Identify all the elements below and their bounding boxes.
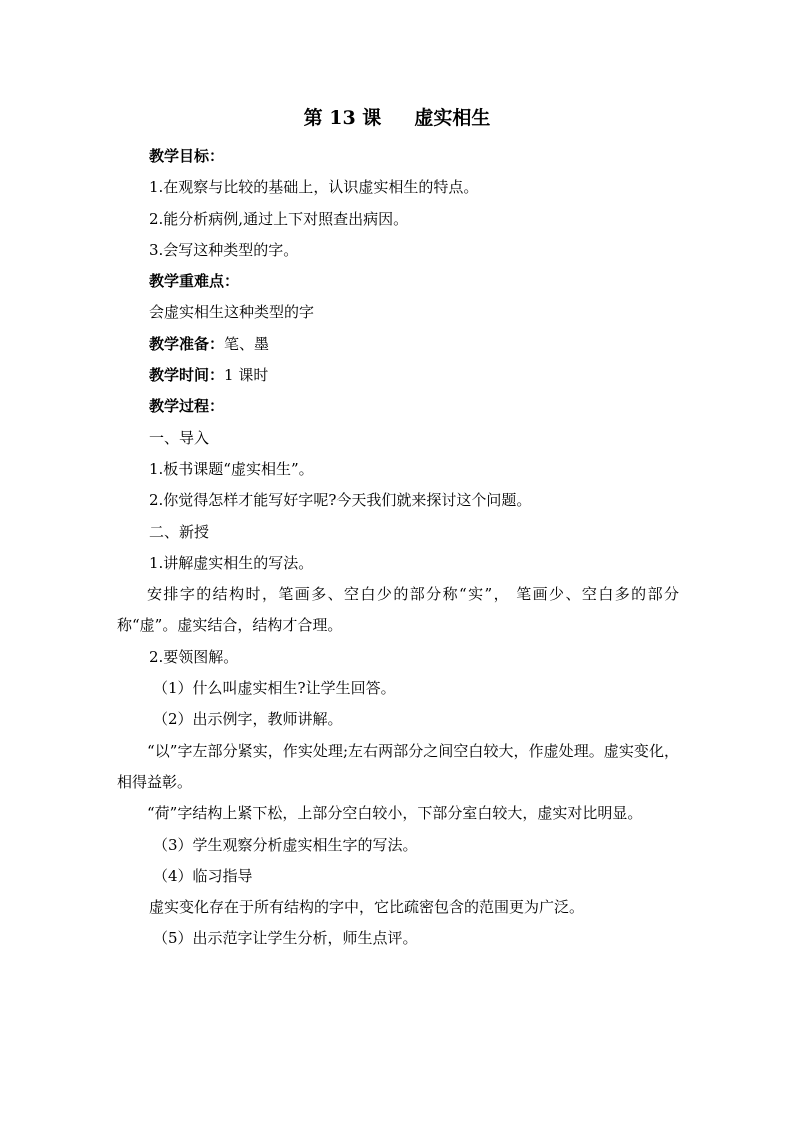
sub-item: （4）临习指导: [153, 866, 253, 885]
time-line: [117, 360, 679, 391]
sub-item: （3）学生观察分析虚实相生字的写法。: [153, 835, 418, 854]
preparation-line: [117, 329, 679, 360]
key-points-heading: 教学重难点：: [149, 272, 240, 291]
list-item: 2.你觉得怎样才能写好字呢?今天我们就来探讨这个问题。: [149, 491, 532, 510]
preparation-text: 笔、墨: [224, 334, 270, 353]
list-item: 1.讲解虚实相生的写法。: [149, 553, 314, 572]
key-points-text: 会虚实相生这种类型的字: [149, 303, 315, 322]
list-item: 2.要领图解。: [149, 647, 239, 666]
page-title: 第 13 课 虚实相生: [303, 107, 491, 129]
sub-item: （1）什么叫虚实相生?让学生回答。: [153, 679, 396, 698]
preparation-label: 教学准备：: [149, 334, 225, 353]
section-heading: 一、导入: [149, 428, 210, 447]
time-text: 1 课时: [224, 366, 269, 385]
sub-item: （2）出示例字，教师讲解。: [153, 710, 343, 729]
paragraph: “以”字左部分紧实，作实处理;左右两部分之间空白较大，作虚处理。虚实变化，相得益彰。: [117, 741, 679, 791]
objective-item: 2.能分析病例,通过上下对照查出病因。: [149, 209, 409, 228]
section-heading: 二、新授: [149, 522, 210, 541]
document-body: [117, 141, 679, 955]
objectives-heading: 教学目标：: [149, 147, 225, 165]
sub-item: （5）出示范字让学生分析，师生点评。: [153, 929, 418, 948]
paragraph: 虚实变化存在于所有结构的字中，它比疏密包含的范围更为广泛。: [149, 898, 585, 917]
paragraph: “荷”字结构上紧下松，上部分空白较小，下部分室白较大，虚实对比明显。: [147, 804, 643, 823]
objective-item: 3.会写这种类型的字。: [149, 240, 299, 259]
time-label: 教学时间：: [149, 366, 225, 385]
process-heading: 教学过程：: [149, 397, 225, 416]
objective-item: 1.在观察与比较的基础上，认识虚实相生的特点。: [149, 178, 479, 197]
list-item: 1.板书课题“虚实相生”。: [149, 459, 314, 478]
paragraph: 安排字的结构时，笔画多、空白少的部分称“实”， 笔画少、空白多的部分称“虚”。虚实结合，结构才合理。: [117, 585, 679, 635]
